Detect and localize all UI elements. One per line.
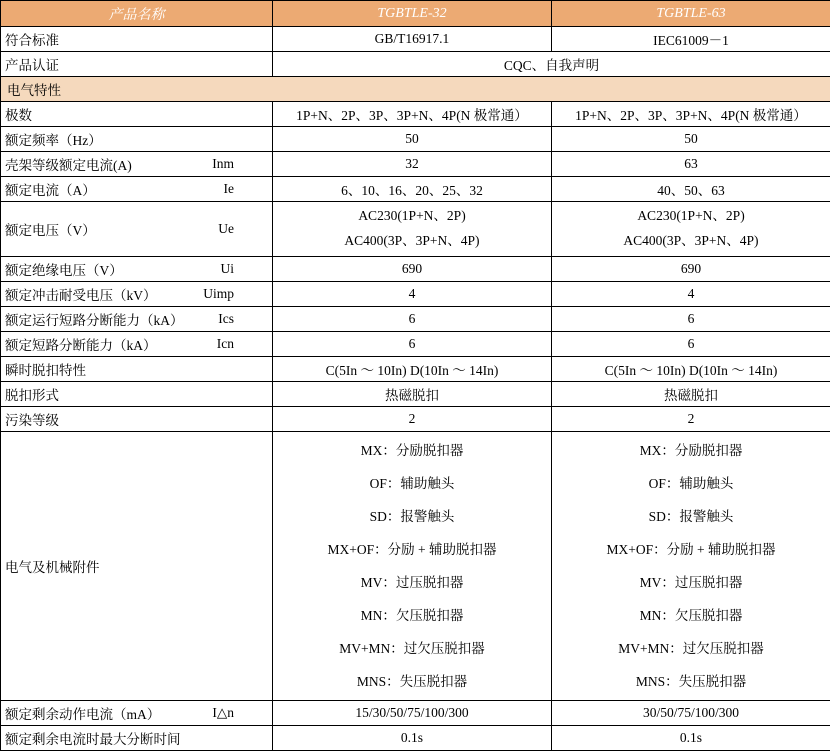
row-value-ics-1: 6 (273, 306, 552, 331)
header-cell-model-1: TGBTLE-32 (273, 1, 552, 27)
row-value-rated-voltage-2 (552, 202, 830, 257)
table-row (1, 406, 830, 431)
row-value-accessories-1 (273, 431, 552, 701)
row-label-insulation-voltage-text: 额定绝缘电压（V） (5, 259, 123, 279)
row-value-instant-trip-2: C(5In ～ 10In) D(10In ～ 14In) (552, 356, 830, 381)
row-value-frame-current-1: 32 (273, 152, 552, 177)
row-label-rated-voltage-text: 额定电压（V） (5, 219, 96, 239)
row-value-poles-2: 1P+N、2P、3P、3P+N、4P(N 极常通） (552, 102, 830, 127)
row-value-poles-1: 1P+N、2P、3P、3P+N、4P(N 极常通） (273, 102, 552, 127)
row-label-frame-current (1, 152, 273, 177)
row-value-standard-1: GB/T16917.1 (273, 27, 552, 52)
row-label-certification: 产品认证 (1, 52, 273, 77)
row-value-break-time-2: 0.1s (552, 726, 830, 751)
accessory-item: MNS：失压脱扣器 (277, 665, 547, 698)
accessory-item: OF：辅助触头 (556, 467, 826, 500)
row-value-insulation-voltage-1: 690 (273, 256, 552, 281)
row-value-residual-current-1: 15/30/50/75/100/300 (273, 701, 552, 726)
accessory-item: MV+MN：过欠压脱扣器 (556, 632, 826, 665)
table-row (1, 102, 830, 127)
table-row (1, 331, 830, 356)
row-symbol-rated-current: Ie (224, 181, 269, 197)
row-symbol-icn: Icn (217, 336, 268, 352)
row-value-rated-voltage-1 (273, 202, 552, 257)
row-value-frequency-2: 50 (552, 127, 830, 152)
row-value-residual-current-2: 30/50/75/100/300 (552, 701, 830, 726)
accessory-item: MX：分励脱扣器 (277, 434, 547, 467)
row-symbol-frame-current: Inm (212, 156, 268, 172)
table-row (1, 27, 830, 52)
header-cell-product-name: 产品名称 (1, 1, 273, 27)
row-label-residual-current (1, 701, 273, 726)
table-row (1, 256, 830, 281)
table-row (1, 281, 830, 306)
row-value-certification: CQC、自我声明 (273, 52, 830, 77)
row-label-residual-current-text: 额定剩余动作电流（mA） (5, 703, 160, 723)
row-value-impulse-voltage-2: 4 (552, 281, 830, 306)
section-row-electrical (1, 77, 830, 102)
row-label-break-time: 额定剩余电流时最大分断时间 (1, 726, 273, 751)
table-row (1, 306, 830, 331)
accessory-item: MN：欠压脱扣器 (556, 599, 826, 632)
accessory-item: MV+MN：过欠压脱扣器 (277, 632, 547, 665)
accessory-item: MV：过压脱扣器 (556, 566, 826, 599)
row-value-trip-type-1: 热磁脱扣 (273, 381, 552, 406)
row-label-trip-type: 脱扣形式 (1, 381, 273, 406)
table-row (1, 152, 830, 177)
row-value-impulse-voltage-1: 4 (273, 281, 552, 306)
accessory-item: MX+OF：分励 + 辅助脱扣器 (556, 533, 826, 566)
table-row (1, 381, 830, 406)
row-label-frame-current-text: 壳架等级额定电流(A) (5, 154, 132, 174)
row-label-standard: 符合标准 (1, 27, 273, 52)
row-value-frame-current-2: 63 (552, 152, 830, 177)
row-value-insulation-voltage-2: 690 (552, 256, 830, 281)
rated-voltage-2-line1: AC230(1P+N、2P) (556, 204, 826, 229)
table-row (1, 356, 830, 381)
table-row (1, 177, 830, 202)
table-row (1, 726, 830, 751)
table-row (1, 52, 830, 77)
row-value-break-time-1: 0.1s (273, 726, 552, 751)
row-value-rated-current-2: 40、50、63 (552, 177, 830, 202)
row-label-rated-voltage (1, 202, 273, 257)
row-value-accessories-2 (552, 431, 830, 701)
accessory-item: OF：辅助触头 (277, 467, 547, 500)
row-value-pollution-degree-1: 2 (273, 406, 552, 431)
row-label-pollution-degree: 污染等级 (1, 406, 273, 431)
row-label-ics (1, 306, 273, 331)
row-symbol-insulation-voltage: Ui (221, 261, 269, 277)
accessory-item: MN：欠压脱扣器 (277, 599, 547, 632)
table-row (1, 202, 830, 257)
row-symbol-rated-voltage: Ue (218, 221, 268, 237)
rated-voltage-1-line1: AC230(1P+N、2P) (277, 204, 547, 229)
accessory-item: SD：报警触头 (556, 500, 826, 533)
rated-voltage-2-line2: AC400(3P、3P+N、4P) (556, 229, 826, 254)
row-label-impulse-voltage (1, 281, 273, 306)
row-label-icn (1, 331, 273, 356)
row-value-icn-1: 6 (273, 331, 552, 356)
row-label-insulation-voltage (1, 256, 273, 281)
row-symbol-residual-current: I△n (212, 705, 268, 721)
rated-voltage-1-line2: AC400(3P、3P+N、4P) (277, 229, 547, 254)
row-value-frequency-1: 50 (273, 127, 552, 152)
accessory-item: MX：分励脱扣器 (556, 434, 826, 467)
accessory-item: SD：报警触头 (277, 500, 547, 533)
row-label-rated-current (1, 177, 273, 202)
table-row (1, 127, 830, 152)
table-row-accessories (1, 431, 830, 701)
accessory-item: MV：过压脱扣器 (277, 566, 547, 599)
header-cell-model-2: TGBTLE-63 (552, 1, 830, 27)
row-label-icn-text: 额定短路分断能力（kA） (5, 334, 157, 354)
row-label-ics-text: 额定运行短路分断能力（kA） (5, 309, 184, 329)
row-value-trip-type-2: 热磁脱扣 (552, 381, 830, 406)
row-value-instant-trip-1: C(5In ～ 10In) D(10In ～ 14In) (273, 356, 552, 381)
row-label-poles: 极数 (1, 102, 273, 127)
row-label-instant-trip: 瞬时脱扣特性 (1, 356, 273, 381)
row-symbol-ics: Ics (218, 311, 268, 327)
accessory-item: MNS：失压脱扣器 (556, 665, 826, 698)
row-value-rated-current-1: 6、10、16、20、25、32 (273, 177, 552, 202)
row-value-standard-2: IEC61009－1 (552, 27, 830, 52)
row-value-icn-2: 6 (552, 331, 830, 356)
table-row (1, 701, 830, 726)
section-label-electrical: 电气特性 (1, 77, 830, 102)
accessory-item: MX+OF：分励 + 辅助脱扣器 (277, 533, 547, 566)
row-value-pollution-degree-2: 2 (552, 406, 830, 431)
row-label-frequency: 额定频率（Hz） (1, 127, 273, 152)
row-label-accessories: 电气及机械附件 (1, 431, 273, 701)
table-header-row (1, 1, 830, 27)
row-symbol-impulse-voltage: Uimp (203, 286, 268, 302)
row-label-rated-current-text: 额定电流（A） (5, 179, 96, 199)
row-label-impulse-voltage-text: 额定冲击耐受电压（kV） (5, 284, 157, 304)
row-value-ics-2: 6 (552, 306, 830, 331)
